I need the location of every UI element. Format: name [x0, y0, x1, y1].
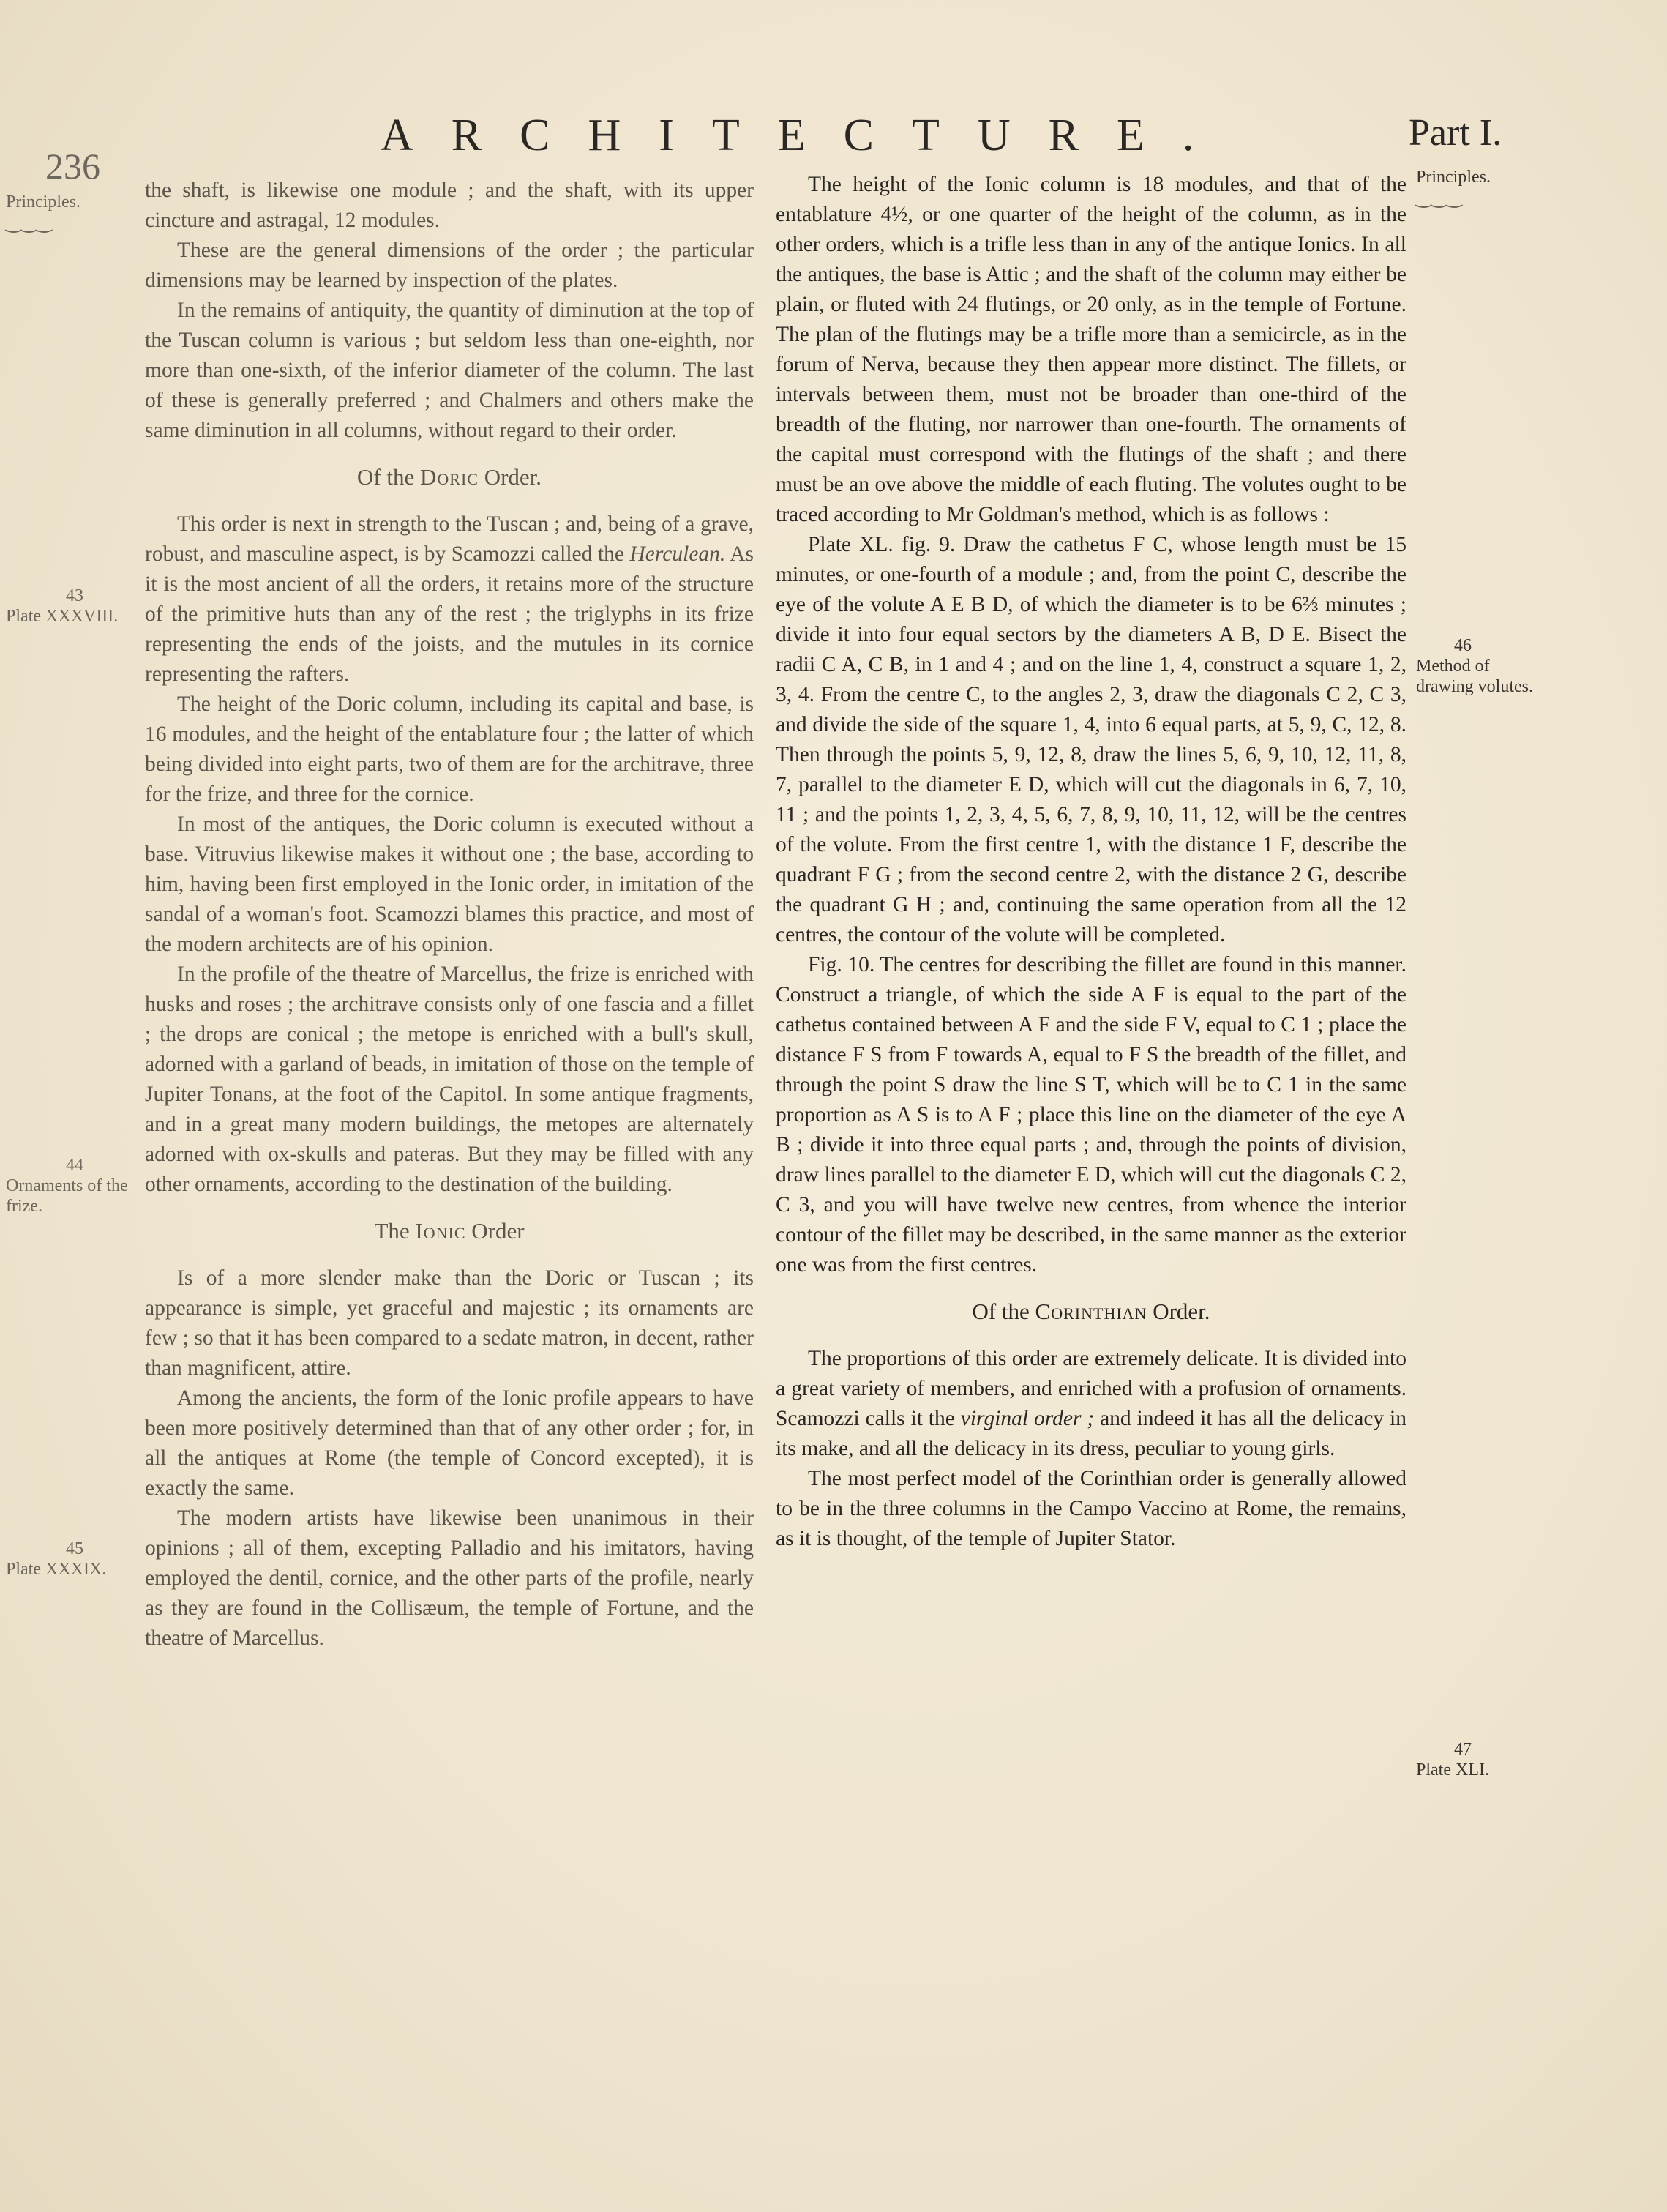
running-title: ARCHITECTURE. [381, 111, 1232, 160]
section-heading-ionic: The Ionic Order [374, 1218, 525, 1244]
margin-note-number: 46 [1454, 636, 1472, 655]
paragraph: In the profile of the theatre of Marcellus, the frize is enriched with husks and roses ; the architrave consists only of one fascia and a fillet ; the drops are conical ; the metope is enriched with a bull's skull, adorned with a garland of beads, in imitation of those on the temple of Jupiter Tonans, at the foot of the Capitol. In some antique fragments, and in a great many modern buildings, the metopes are alternately adorned with ox-skulls and pateras. But they may be filled with any other ornaments, according to the destination of the building. [145, 963, 754, 1196]
margin-note-text: Principles. [1416, 168, 1491, 187]
margin-note-principles-right [1416, 167, 1533, 209]
margin-note-principles-left [6, 192, 143, 233]
page-number: 236 [45, 146, 100, 187]
margin-note-44 [6, 1155, 143, 1217]
margin-note-43 [6, 586, 143, 627]
margin-note-text: Plate XXXVIII. [6, 607, 119, 626]
section-heading-doric: Of the Doric Order. [356, 464, 542, 490]
margin-note-number: 47 [1454, 1740, 1472, 1759]
section-heading-corinthian: Of the Corinthian Order. [972, 1299, 1210, 1324]
paragraph: Fig. 10. The centres for describing the fillet are found in this manner. Construct a triangle, of which the side A F is equal to the part of the cathetus contained between A F and the side F V, equal to C 1 ; place the distance F S from F towards A, equal to F S the breadth of the fillet, and through the point S draw the line S T, which will be to C 1 in the same proportion as A S is to A F ; place this line on the diameter of the eye A B ; divide it into three equal parts ; and, through the points of division, draw lines parallel to the diameter E D, which will cut the diagonals C 2, C 3, and you will have twelve new centres, from whence the interior contour of the fillet may be described, in the same manner as the exterior one was from the first centres. [776, 953, 1406, 1277]
margin-note-text: Plate XLI. [1416, 1760, 1489, 1779]
paragraph: Among the ancients, the form of the Ionic profile appears to have been more positively determined than that of any other order ; for, in all the antiques at Rome (the temple of Concord excepted), it is exactly the same. [145, 1386, 754, 1500]
paragraph: This order is next in strength to the Tuscan ; and, being of a grave, robust, and masculine aspect, is by Scamozzi called the Herculean. As it is the most ancient of all the orders, it retains more of the structure of the primitive huts than any of the rest ; the triglyphs in its frize representing the ends of the joists, and the mutules in its cornice representing the rafters. [145, 512, 754, 686]
brace-icon: ‿‿‿ [1416, 187, 1462, 208]
right-column [776, 170, 1406, 1554]
margin-note-45 [6, 1539, 143, 1580]
margin-note-46 [1416, 635, 1533, 697]
paragraph: The modern artists have likewise been unanimous in their opinions ; all of them, excepting Palladio and his imitators, having employed the dentil, cornice, and the other parts of the profile, nearly as they are found in the Collisæum, the temple of Fortune, and the theatre of Marcellus. [145, 1506, 754, 1650]
margin-note-text: Method of drawing volutes. [1416, 657, 1533, 696]
margin-note-47 [1416, 1739, 1533, 1780]
margin-note-text: Ornaments of the frize. [6, 1176, 128, 1216]
margin-note-number: 43 [66, 586, 83, 605]
paragraph: The height of the Doric column, including its capital and base, is 16 modules, and the height of the entablature four ; the latter of which being divided into eight parts, two of them are for the architrave, three for the frize, and three for the cornice. [145, 692, 754, 806]
paragraph: The most perfect model of the Corinthian order is generally allowed to be in the three columns in the Campo Vaccino at Rome, the remains, as it is thought, of the temple of Jupiter Stator. [776, 1467, 1406, 1550]
paragraph: the shaft, is likewise one module ; and the shaft, with its upper cincture and astragal, 12 modules. [145, 179, 754, 232]
margin-note-text: Plate XXXIX. [6, 1560, 107, 1579]
paragraph: Is of a more slender make than the Doric or Tuscan ; its appearance is simple, yet graceful and majestic ; its ornaments are few ; so that it has been compared to a sedate matron, in decent, rather than magnificent, attire. [145, 1266, 754, 1380]
paragraph: In the remains of antiquity, the quantity of diminution at the top of the Tuscan column is various ; but seldom less than one-eighth, nor more than one-sixth, of the inferior diameter of the column. The last of these is generally preferred ; and Chalmers and others make the same diminution in all columns, without regard to their order. [145, 299, 754, 442]
paragraph: The height of the Ionic column is 18 modules, and that of the entablature 4½, or one quarter of the height of the column, as in the other orders, which is a trifle less than in any of the antique Ionics. In all the antiques, the base is Attic ; and the shaft of the column may either be plain, or fluted with 24 flutings, or 20 only, as in the temple of Fortune. The plan of the flutings may be a trifle more than a semicircle, as in the forum of Nerva, because they then appear more distinct. The fillets, or intervals between them, must not be broader than one-third of the breadth of the fluting, nor narrower than one-fourth. The ornaments of the capital must correspond with the flutings of the shaft ; and there must be an ove above the middle of each fluting. The volutes ought to be traced according to Mr Goldman's method, which is as follows : [776, 173, 1406, 526]
margin-note-number: 44 [66, 1156, 83, 1175]
paragraph: The proportions of this order are extremely delicate. It is divided into a great variety of members, and enriched with a profusion of ornaments. Scamozzi calls it the virginal order ; and indeed it has all the delicacy in its make, and all the delicacy in its dress, peculiar to young girls. [776, 1347, 1407, 1460]
margin-note-number: 45 [66, 1539, 83, 1558]
left-column [145, 176, 754, 1654]
paragraph: In most of the antiques, the Doric column is executed without a base. Vitruvius likewise makes it without one ; the base, according to him, having been first employed in the Ionic order, in imitation of the sandal of a woman's foot. Scamozzi blames this practice, and most of the modern architects are of his opinion. [145, 812, 754, 956]
paragraph: These are the general dimensions of the order ; the particular dimensions may be learned by inspection of the plates. [145, 239, 754, 292]
paragraph: Plate XL. fig. 9. Draw the cathetus F C, whose length must be 15 minutes, or one-fourth of a module ; and, from the point C, describe the eye of the volute A E B D, of which the diameter is to be 6⅔ minutes ; divide it into four equal sectors by the diameters A B, D E. Bisect the radii C A, C B, in 1 and 4 ; and on the line 1, 4, construct a square 1, 2, 3, 4. From the centre C, to the angles 2, 3, draw the diagonals C 2, C 3, and divide the side of the square 1, 4, into 6 equal parts, at 5, 9, C, 12, 8. Then through the points 5, 9, 12, 8, draw the lines 5, 6, 9, 10, 12, 11, 8, 7, parallel to the diameter E D, which will cut the diagonals in 6, 7, 10, 11 ; and the points 1, 2, 3, 4, 5, 6, 7, 8, 9, 10, 11, 12, will be the centres of the volute. From the first centre 1, with the distance 1 F, describe the quadrant F G ; from the second centre 2, with the distance 2 G, describe the quadrant G H ; and, continuing the same operation from all the 12 centres, the contour of the volute will be completed. [776, 533, 1406, 946]
part-label: Part I. [1409, 112, 1502, 154]
brace-icon: ‿‿‿ [6, 212, 52, 233]
margin-note-text: Principles. [6, 193, 80, 212]
